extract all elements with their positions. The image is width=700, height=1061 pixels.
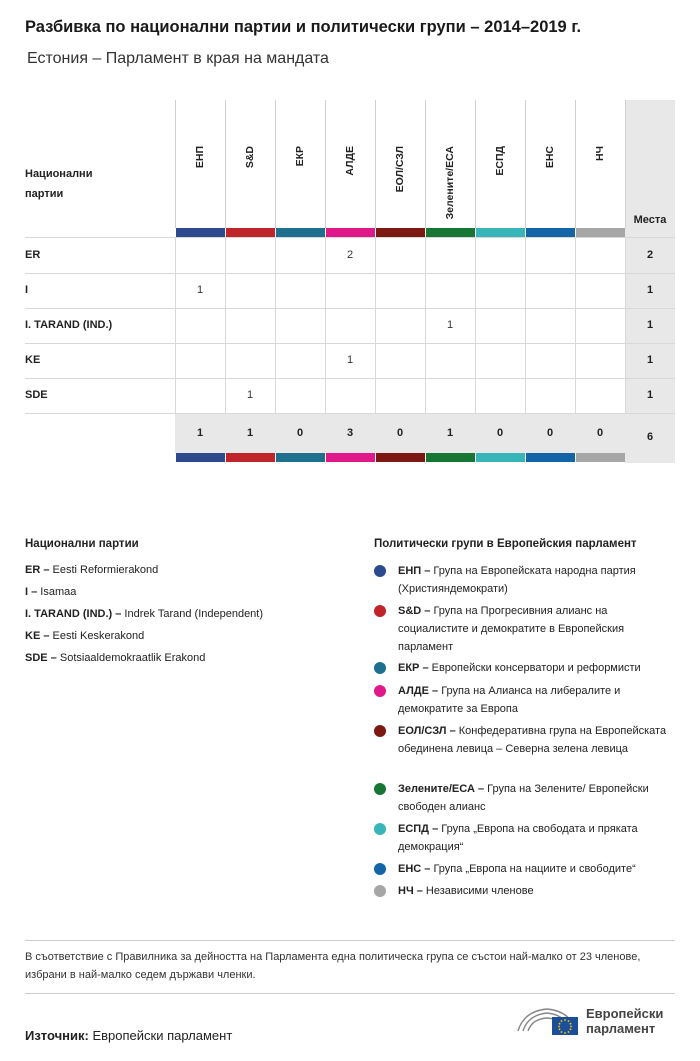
- group-header-1: [225, 146, 275, 226]
- row-seats-value: 2: [646, 249, 654, 261]
- table-cell-value: 2: [346, 249, 354, 261]
- row-party-label: KE: [25, 354, 41, 366]
- column-line: [225, 238, 226, 413]
- divider-bottom: [25, 993, 675, 994]
- party-legend-name: Isamaa: [40, 586, 77, 598]
- group-legend-code: ЕСПД –: [398, 823, 442, 835]
- ep-logo: [514, 1001, 663, 1041]
- group-color-bar-bottom: [476, 453, 525, 462]
- group-legend-name: Европейски консерватори и реформисти: [431, 662, 641, 674]
- row-divider: [25, 308, 675, 309]
- group-total-value: 0: [396, 427, 404, 439]
- group-legend-text: [398, 602, 679, 656]
- party-legend-item: [25, 564, 158, 576]
- party-legend-name: Eesti Keskerakond: [52, 630, 145, 642]
- group-color-bar-top: [576, 228, 625, 237]
- ep-logo-line2: парламент: [586, 1021, 656, 1036]
- group-header-label: ЕНП: [194, 146, 206, 169]
- group-legend-code: ЕНС –: [398, 863, 434, 875]
- group-legend-code: АЛДЕ –: [398, 685, 442, 697]
- group-legend-name: Конфедеративна група на Европейската обединена левица – Северна зелена левица: [398, 725, 667, 755]
- divider-top: [25, 940, 675, 941]
- group-legend-item: [374, 659, 679, 677]
- row-seats-value: 1: [646, 389, 654, 401]
- table-cell-value: 1: [246, 389, 254, 401]
- group-legend-name: Група „Европа на нациите и свободите“: [433, 863, 636, 875]
- group-color-dot: [374, 725, 386, 737]
- column-line: [175, 238, 176, 413]
- row-party-label: ER: [25, 249, 41, 261]
- column-line: [375, 238, 376, 413]
- group-legend-item: [374, 722, 679, 758]
- group-color-dot: [374, 863, 386, 875]
- group-legend-code: ЕНП –: [398, 565, 434, 577]
- group-legend-text: [398, 820, 679, 856]
- group-header-3: [325, 146, 375, 226]
- group-legend-code: Зелените/ЕСА –: [398, 783, 488, 795]
- party-legend-name: Eesti Reformierakond: [52, 564, 159, 576]
- party-legend-item: [25, 608, 263, 620]
- row-party-label: SDE: [25, 389, 48, 401]
- group-header-label: АЛДЕ: [344, 146, 356, 176]
- group-legend-text: [398, 562, 679, 598]
- party-legend-code: KE –: [25, 630, 53, 642]
- group-header-label: ЕНС: [544, 146, 556, 169]
- group-header-4: [375, 146, 425, 226]
- column-line: [575, 238, 576, 413]
- column-line: [325, 238, 326, 413]
- group-color-bar-bottom: [176, 453, 225, 462]
- row-divider: [25, 237, 675, 238]
- row-divider: [25, 343, 675, 344]
- group-header-7: [525, 146, 575, 226]
- group-color-bar-bottom: [526, 453, 575, 462]
- group-legend-name: Група на Алианса на либералите и демократите за Европа: [398, 685, 621, 715]
- party-legend-item: [25, 586, 76, 598]
- table-cell-value: 1: [196, 284, 204, 296]
- group-color-bar-top: [526, 228, 575, 237]
- group-legend-code: НЧ –: [398, 885, 426, 897]
- page-subtitle: Естония – Парламент в края на мандата: [27, 50, 329, 67]
- row-seats-value: 1: [646, 354, 654, 366]
- group-legend-name: Група на Зелените/ Европейски свободен алианс: [398, 783, 649, 813]
- ep-logo-text: [586, 1006, 663, 1036]
- group-header-label: S&D: [244, 146, 256, 169]
- group-total-value: 1: [196, 427, 204, 439]
- group-color-bar-bottom: [276, 453, 325, 462]
- ep-logo-icon: [514, 1001, 580, 1041]
- group-color-bar-bottom: [226, 453, 275, 462]
- group-color-dot: [374, 662, 386, 674]
- row-divider: [25, 273, 675, 274]
- group-legend-item: [374, 882, 679, 900]
- grand-total-value: 6: [646, 431, 654, 443]
- group-color-dot: [374, 685, 386, 697]
- group-header-6: [475, 146, 525, 226]
- table-cell-value: 1: [346, 354, 354, 366]
- party-legend-name: Sotsiaaldemokraatlik Erakond: [59, 652, 206, 664]
- group-total-value: 3: [346, 427, 354, 439]
- group-legend-name: Група „Европа на свободата и пряката демокрация“: [398, 823, 638, 853]
- groups-legend-title: Политически групи в Европейския парламент: [374, 538, 637, 550]
- group-total-value: 1: [446, 427, 454, 439]
- party-legend-code: I –: [25, 586, 41, 598]
- group-color-bar-top: [226, 228, 275, 237]
- row-seats-value: 1: [646, 284, 654, 296]
- group-color-bar-top: [426, 228, 475, 237]
- column-line: [525, 238, 526, 413]
- group-color-bar-top: [376, 228, 425, 237]
- group-color-bar-top: [476, 228, 525, 237]
- group-legend-item: [374, 780, 679, 816]
- group-color-bar-bottom: [376, 453, 425, 462]
- group-color-bar-top: [326, 228, 375, 237]
- group-legend-name: Група на Прогресивния алианс на социалистите и демократите в Европейския парламент: [398, 605, 625, 653]
- group-legend-item: [374, 860, 679, 878]
- page-title: Разбивка по национални партии и политически групи – 2014–2019 г.: [25, 18, 582, 36]
- table-cell-value: 1: [446, 319, 454, 331]
- group-header-label: ЕКР: [294, 146, 306, 167]
- group-legend-text: [398, 780, 679, 816]
- group-legend-code: S&D –: [398, 605, 434, 617]
- group-color-dot: [374, 783, 386, 795]
- group-legend-text: [398, 722, 679, 758]
- group-legend-item: [374, 820, 679, 856]
- group-legend-code: ЕКР –: [398, 662, 432, 674]
- header-column-line: [625, 100, 626, 228]
- party-legend-code: SDE –: [25, 652, 60, 664]
- column-line: [475, 238, 476, 413]
- row-seats-value: 1: [646, 319, 654, 331]
- group-legend-text: [398, 682, 679, 718]
- column-line: [275, 238, 276, 413]
- group-legend-item: [374, 562, 679, 598]
- seats-header: Места: [633, 214, 667, 226]
- group-header-label: НЧ: [594, 146, 606, 161]
- group-header-5: [425, 146, 475, 226]
- group-color-bar-top: [176, 228, 225, 237]
- party-legend-code: I. TARAND (IND.) –: [25, 608, 125, 620]
- group-legend-code: ЕОЛ/СЗЛ –: [398, 725, 459, 737]
- source-label: Източник:: [25, 1028, 89, 1043]
- national-parties-legend-title: Национални партии: [25, 538, 139, 550]
- group-header-label: ЕСПД: [494, 146, 506, 176]
- party-legend-name: Indrek Tarand (Independent): [124, 608, 264, 620]
- group-color-bar-top: [276, 228, 325, 237]
- row-party-label: I. TARAND (IND.): [25, 319, 113, 331]
- party-legend-code: ER –: [25, 564, 53, 576]
- seats-column-bg: [625, 100, 675, 463]
- group-color-dot: [374, 605, 386, 617]
- national-parties-header: Национални партии: [25, 168, 93, 200]
- group-legend-text: [398, 659, 641, 677]
- row-divider: [25, 413, 675, 414]
- group-total-value: 1: [246, 427, 254, 439]
- group-total-value: 0: [596, 427, 604, 439]
- group-color-dot: [374, 823, 386, 835]
- row-divider: [25, 378, 675, 379]
- group-color-bar-bottom: [426, 453, 475, 462]
- footnote: В съответствие с Правилника за дейността на Парламента една политическа група се състои най-малко от 23 членове, избрани в най-малко седем държави членки.: [25, 951, 641, 981]
- group-header-label: Зелените/ЕСА: [444, 146, 456, 220]
- group-legend-item: [374, 682, 679, 718]
- row-party-label: I: [25, 284, 29, 296]
- group-color-dot: [374, 885, 386, 897]
- group-legend-name: Група на Европейската народна партия (Християндемократи): [398, 565, 636, 595]
- ep-logo-line1: Европейски: [586, 1006, 664, 1021]
- group-header-2: [275, 146, 325, 226]
- group-total-value: 0: [546, 427, 554, 439]
- group-color-bar-bottom: [326, 453, 375, 462]
- group-color-dot: [374, 565, 386, 577]
- group-total-value: 0: [496, 427, 504, 439]
- group-header-8: [575, 146, 625, 226]
- party-legend-item: [25, 652, 205, 664]
- group-total-value: 0: [296, 427, 304, 439]
- group-legend-text: [398, 860, 636, 878]
- group-header-0: [175, 146, 225, 226]
- source-line: [25, 1028, 232, 1043]
- group-legend-item: [374, 602, 679, 656]
- group-legend-text: [398, 882, 534, 900]
- group-color-bar-bottom: [576, 453, 625, 462]
- party-legend-item: [25, 630, 144, 642]
- group-legend-name: Независими членове: [425, 885, 534, 897]
- source-value: Европейски парламент: [88, 1028, 233, 1043]
- group-header-label: ЕОЛ/СЗЛ: [394, 146, 406, 193]
